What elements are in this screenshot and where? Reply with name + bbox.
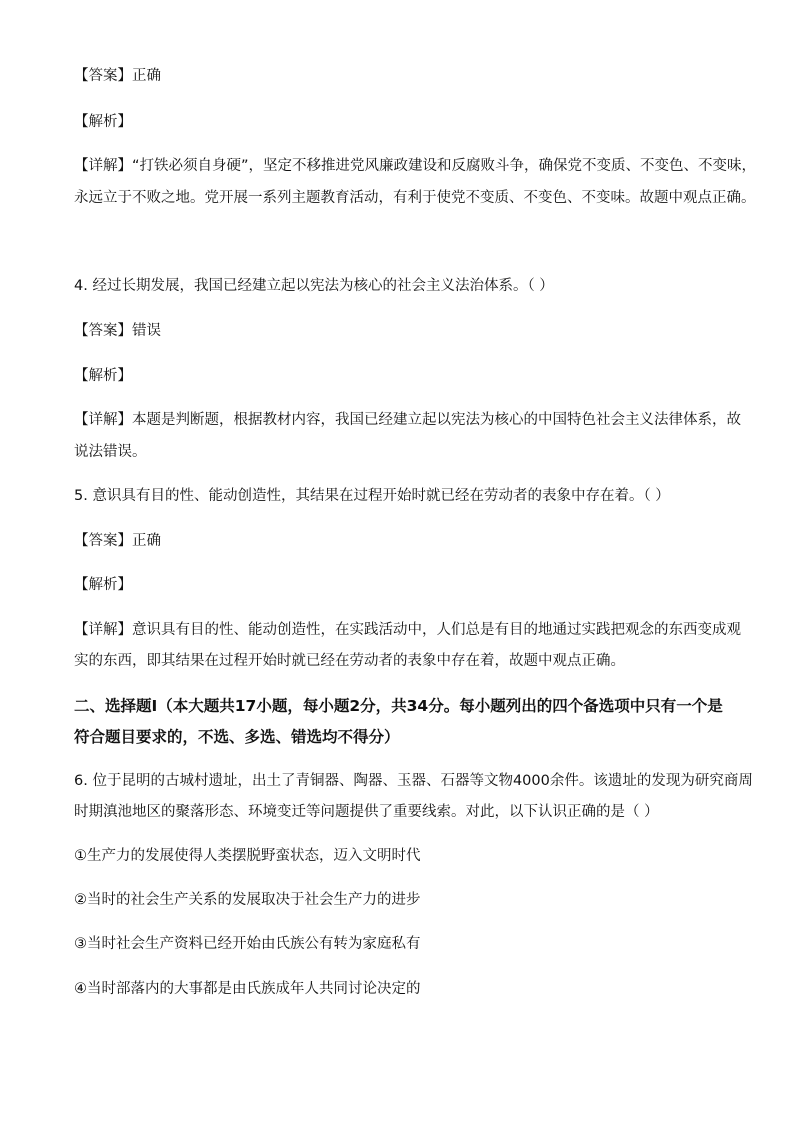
- answer-tag: 【答案】: [74, 323, 132, 339]
- q3-detail-line2: 永远立于不败之地。党开展一系列主题教育活动，有利于使党不变质、不变色、不变味。故题中观点正确。: [74, 190, 756, 206]
- q3-answer: [74, 66, 734, 86]
- detail-tag: 【详解】: [74, 158, 132, 174]
- detail-text: 意识具有目的性、能动创造性，在实践活动中，人们总是有目的地通过实践把观念的东西变成观: [132, 622, 741, 638]
- q5-detail-line1: [74, 620, 741, 640]
- answer-value: 正确: [132, 68, 161, 84]
- q6-option-4: ④当时部落内的大事都是由氏族成年人共同讨论决定的: [74, 981, 421, 997]
- answer-tag: 【答案】: [74, 533, 132, 549]
- detail-tag: 【详解】: [74, 412, 132, 428]
- q5-detail-line2: 实的东西，即其结果在过程开始时就已经在劳动者的表象中存在着，故题中观点正确。: [74, 653, 625, 669]
- detail-tag: 【详解】: [74, 622, 132, 638]
- detail-text: “打铁必须自身硬”，坚定不移推进党风廉政建设和反腐败斗争，确保党不变质、不变色、不变味，: [132, 158, 757, 174]
- q6-stem-line1: 6. 位于昆明的古城村遗址，出土了青铜器、陶器、玉器、石器等文物4000余件。该遗址的发现为研究商周: [74, 773, 753, 789]
- q5-analysis-tag: 【解析】: [74, 577, 132, 593]
- q4-detail-line2: 说法错误。: [74, 444, 147, 460]
- q4-analysis-tag: 【解析】: [74, 368, 132, 384]
- answer-value: 正确: [132, 533, 161, 549]
- q5-question: 5. 意识具有目的性、能动创造性，其结果在过程开始时就已经在劳动者的表象中存在着。（ ）: [74, 488, 670, 504]
- q3-analysis-tag: 【解析】: [74, 114, 132, 130]
- q3-detail-line1: [74, 156, 757, 176]
- q4-detail-line1: [74, 410, 741, 430]
- q4-question: 4. 经过长期发展，我国已经建立起以宪法为核心的社会主义法治体系。（ ）: [74, 278, 554, 294]
- q6-option-1: ①生产力的发展使得人类摆脱野蛮状态，迈入文明时代: [74, 848, 421, 864]
- answer-tag: 【答案】: [74, 68, 132, 84]
- q4-answer: [74, 321, 734, 341]
- q6-stem-line2: 时期滇池地区的聚落形态、环境变迁等问题提供了重要线索。对此，以下认识正确的是（ ）: [74, 804, 659, 820]
- detail-text: 本题是判断题，根据教材内容，我国已经建立起以宪法为核心的中国特色社会主义法律体系，故: [132, 412, 741, 428]
- q5-answer: [74, 531, 734, 551]
- q6-option-3: ③当时社会生产资料已经开始由氏族公有转为家庭私有: [74, 936, 421, 952]
- q6-option-2: ②当时的社会生产关系的发展取决于社会生产力的进步: [74, 892, 421, 908]
- answer-value: 错误: [132, 323, 161, 339]
- section-heading: 二、选择题Ⅰ（本大题共17小题，每小题2分，共34分。每小题列出的四个备选项中只有一个是符合题目要求的，不选、多选、错选均不得分）: [74, 697, 723, 746]
